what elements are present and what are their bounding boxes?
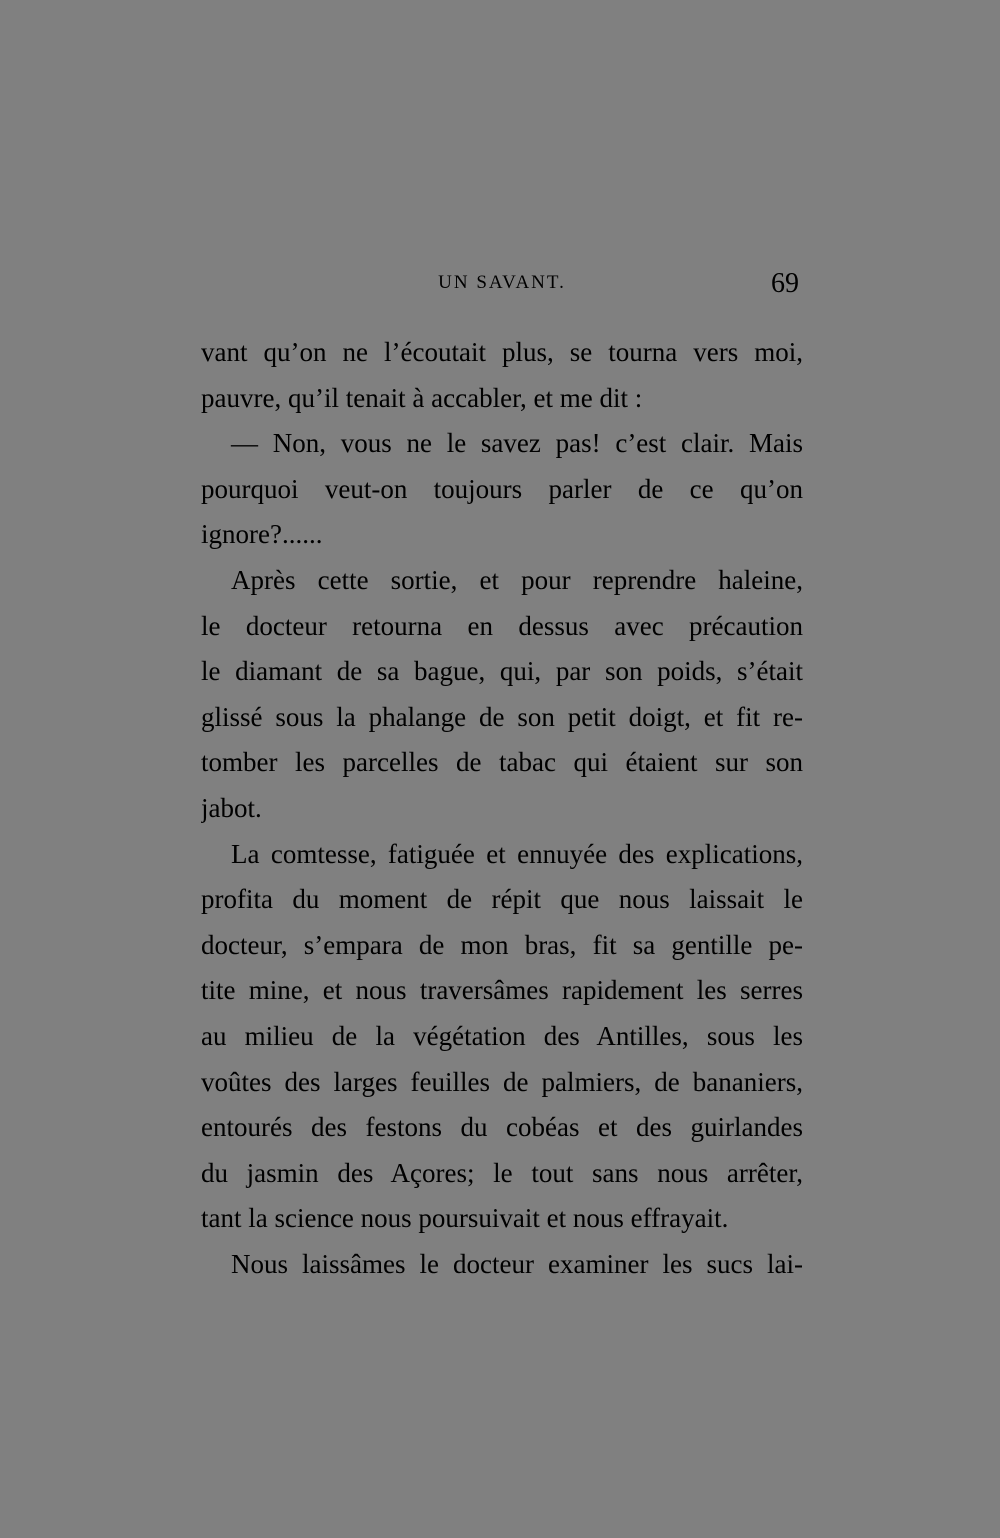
text-line: glissé sous la phalange de son petit doigt, et fit re- <box>201 701 803 732</box>
text-line: voûtes des larges feuilles de palmiers, de bananiers, <box>201 1066 803 1097</box>
text-line: profita du moment de répit que nous laissait le <box>201 884 803 915</box>
text-line: au milieu de la végétation des Antilles, sous les <box>201 1020 803 1051</box>
text-line: pourquoi veut-on toujours parler de ce qu’on <box>201 473 803 504</box>
text-line: Nous laissâmes le docteur examiner les sucs lai- <box>231 1248 803 1279</box>
text-line: le diamant de sa bague, qui, par son poids, s’était <box>201 656 803 687</box>
text-line: docteur, s’empara de mon bras, fit sa gentille pe- <box>201 929 803 960</box>
text-line: vant qu’on ne l’écoutait plus, se tourna vers moi, <box>201 337 803 367</box>
text-line: entourés des festons du cobéas et des guirlandes <box>201 1112 803 1143</box>
text-line: du jasmin des Açores; le tout sans nous arrêter, <box>201 1157 803 1188</box>
text-line: tomber les parcelles de tabac qui étaient sur son <box>201 747 803 778</box>
text-line: pauvre, qu’il tenait à accabler, et me dit : <box>201 382 643 413</box>
text-line: La comtesse, fatiguée et ennuyée des explications, <box>231 838 803 869</box>
body-text <box>201 330 803 1287</box>
text-line: le docteur retourna en dessus avec précaution <box>201 610 803 641</box>
text-line: tite mine, et nous traversâmes rapidement les serres <box>201 975 803 1006</box>
text-line: Après cette sortie, et pour reprendre haleine, <box>231 564 803 595</box>
running-head <box>201 268 803 304</box>
text-line: — Non, vous ne le savez pas! c’est clair. Mais <box>231 428 803 459</box>
page-number: 69 <box>771 268 799 299</box>
running-title: UN SAVANT. <box>438 272 566 293</box>
text-line: ignore?...... <box>201 519 323 550</box>
text-line: jabot. <box>201 792 262 823</box>
text-line: tant la science nous poursuivait et nous effrayait. <box>201 1203 729 1234</box>
